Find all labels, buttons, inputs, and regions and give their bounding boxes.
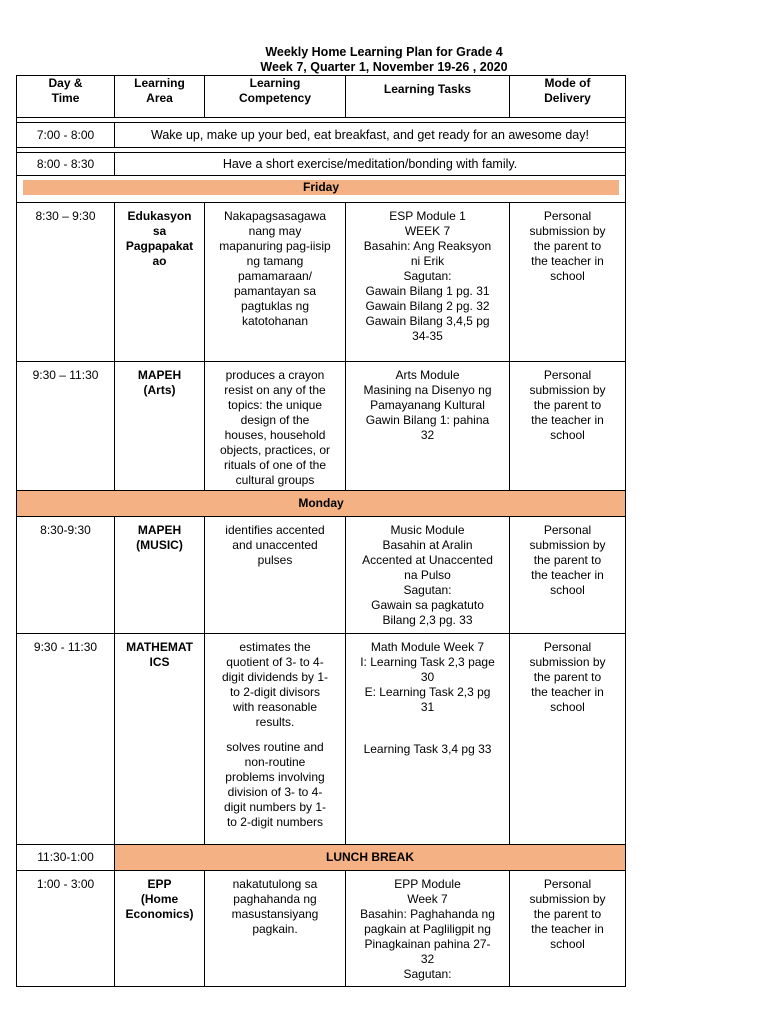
day-label-monday: Monday	[17, 491, 626, 517]
competency-cell: estimates the quotient of 3- to 4- digit dividends by 1- to 2-digit divisors with reasonable results.	[221, 640, 329, 729]
day-row-friday	[17, 176, 626, 203]
competency-cell: identifies accented and unaccented pulses	[205, 517, 346, 634]
day-label-friday: Friday	[23, 180, 619, 195]
table-row	[17, 517, 626, 634]
plan-title: Weekly Home Learning Plan for Grade 4	[265, 45, 503, 59]
competency-cell: nakatutulong sa paghahanda ng masustansiyang pagkain.	[205, 871, 346, 987]
tasks-cell: Arts Module Masining na Disenyo ng Pamayanang Kultural Gawin Bilang 1: pahina 32	[346, 362, 510, 491]
tasks-cell: ESP Module 1 WEEK 7 Basahin: Ang Reaksyon ni Erik Sagutan: Gawain Bilang 1 pg. 31 Gawain Bilang 2 pg. 32 Gawain Bilang 3,4,5 pg 34-35	[346, 203, 510, 362]
table-row	[17, 123, 626, 148]
learning-area-cell: MATHEMAT ICS	[115, 634, 205, 845]
col-header-learning-area: Learning Area	[115, 76, 205, 118]
tasks-cell: Math Module Week 7 I: Learning Task 2,3 page 30 E: Learning Task 2,3 pg 31	[360, 640, 495, 714]
delivery-cell: Personal submission by the parent to the teacher in school	[510, 634, 626, 845]
col-header-learning-competency: Learning Competency	[205, 76, 346, 118]
time-cell: 8:00 - 8:30	[17, 153, 115, 176]
learning-area-cell: Edukasyon sa Pagpapakat ao	[115, 203, 205, 362]
table-row	[17, 153, 626, 176]
delivery-cell: Personal submission by the parent to the teacher in school	[510, 362, 626, 491]
time-cell: 11:30-1:00	[17, 845, 115, 871]
time-cell: 9:30 – 11:30	[17, 362, 115, 491]
table-row	[17, 362, 626, 491]
tasks-cell: EPP Module Week 7 Basahin: Paghahanda ng pagkain at Pagliligpit ng Pinagkainan pahina 27- 32 Sagutan:	[346, 871, 510, 987]
learning-area-cell: MAPEH (MUSIC)	[115, 517, 205, 634]
time-cell: 8:30-9:30	[17, 517, 115, 634]
time-cell: 9:30 - 11:30	[17, 634, 115, 845]
table-row	[17, 203, 626, 362]
competency-cell: solves routine and non-routine problems involving division of 3- to 4- digit numbers by 1- to 2-digit numbers	[223, 740, 327, 829]
table-row	[17, 634, 626, 845]
table-row	[17, 871, 626, 987]
delivery-cell: Personal submission by the parent to the teacher in school	[510, 203, 626, 362]
col-header-mode-of-delivery: Mode of Delivery	[510, 76, 626, 118]
learning-area-cell: EPP (Home Economics)	[115, 871, 205, 987]
competency-cell: Nakapagsasagawa nang may mapanuring pag-iisip ng tamang pamamaraan/ pamantayan sa pagtuklas ng katotohanan	[205, 203, 346, 362]
learning-plan-table	[16, 75, 626, 987]
activity-cell: Have a short exercise/meditation/bonding with family.	[115, 153, 626, 176]
competency-cell: produces a crayon resist on any of the topics: the unique design of the houses, household objects, practices, or rituals of one of the cultural groups	[205, 362, 346, 491]
header-row	[17, 76, 626, 118]
activity-cell: Wake up, make up your bed, eat breakfast, and get ready for an awesome day!	[115, 123, 626, 148]
day-row-monday	[17, 491, 626, 517]
lunch-break-label: LUNCH BREAK	[115, 845, 626, 871]
delivery-cell: Personal submission by the parent to the teacher in school	[510, 517, 626, 634]
table-row-lunch	[17, 845, 626, 871]
col-header-day-time: Day & Time	[17, 76, 115, 118]
time-cell: 7:00 - 8:00	[17, 123, 115, 148]
tasks-cell: Music Module Basahin at Aralin Accented at Unaccented na Pulso Sagutan: Gawain sa pagkatuto Bilang 2,3 pg. 33	[346, 517, 510, 634]
time-cell: 8:30 – 9:30	[17, 203, 115, 362]
col-header-learning-tasks: Learning Tasks	[346, 76, 510, 118]
time-cell: 1:00 - 3:00	[17, 871, 115, 987]
learning-area-cell: MAPEH (Arts)	[115, 362, 205, 491]
delivery-cell: Personal submission by the parent to the teacher in school	[510, 871, 626, 987]
tasks-cell: Learning Task 3,4 pg 33	[363, 742, 492, 756]
plan-subtitle: Week 7, Quarter 1, November 19-26 , 2020	[260, 60, 508, 74]
